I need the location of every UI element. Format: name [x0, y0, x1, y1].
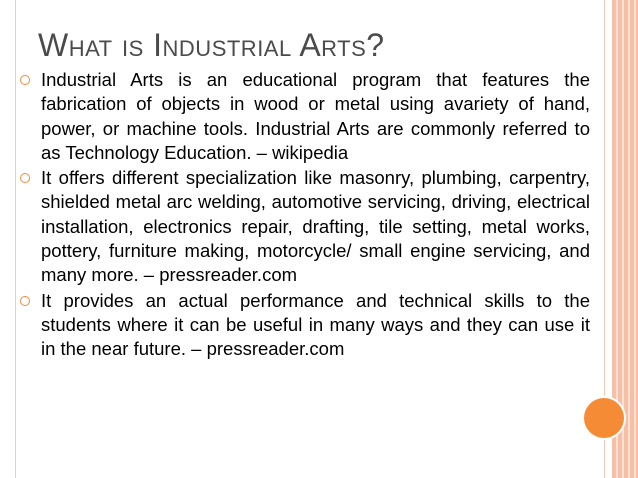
bullet-item — [20, 289, 590, 362]
bullet-item — [20, 68, 590, 165]
bullet-text: Industrial Arts is an educational program that features the fabrication of objects in wood or metal using avariety of hand, power, or machine tools. Industrial Arts are commonly referred to as Technology Education. – wikipedia — [41, 69, 590, 163]
circle-bullet-icon — [20, 173, 30, 183]
circle-bullet-icon — [20, 75, 30, 85]
bullet-text: It offers different specialization like masonry, plumbing, carpentry, shielded metal arc welding, automotive servicing, driving, electrical installation, electronics repair, drafting, tile setting, metal works, pottery, furniture making, motorcycle/ small engine servicing, and many more. – pressreader.com — [41, 167, 590, 286]
bullet-list — [20, 68, 590, 363]
left-border-line — [15, 0, 16, 478]
bullet-item — [20, 166, 590, 287]
bullet-text: It provides an actual performance and technical skills to the students where it can be useful in many ways and they can use it in the near future. – pressreader.com — [41, 289, 590, 360]
slide-title: What is Industrial Arts? — [38, 27, 385, 63]
decorative-orange-circle — [584, 398, 624, 438]
circle-bullet-icon — [20, 296, 30, 306]
